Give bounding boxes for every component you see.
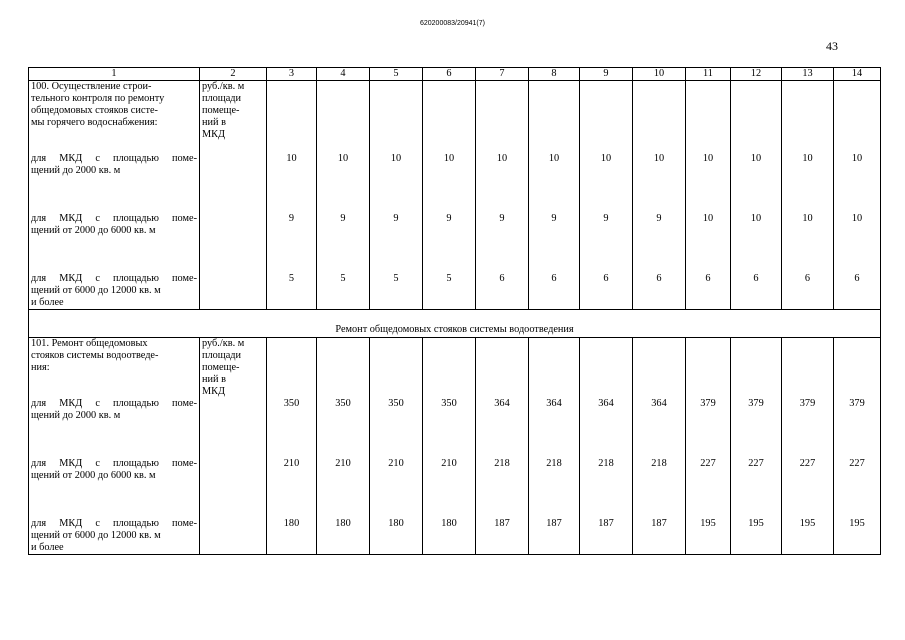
column-header-row (29, 68, 881, 81)
value: 10 (653, 153, 665, 164)
value: 5 (340, 273, 346, 284)
value: 5 (393, 273, 399, 284)
unit-line: МКД (202, 386, 226, 397)
value: 187 (598, 518, 614, 529)
column-header: 5 (370, 68, 423, 81)
value-cell (633, 338, 686, 555)
value-cell (782, 338, 834, 555)
value: 10 (802, 153, 813, 164)
column-header: 4 (317, 68, 370, 81)
value: 210 (283, 458, 300, 469)
value: 350 (283, 398, 300, 409)
page-number: 43 (826, 39, 838, 53)
unit-line: МКД (202, 129, 226, 140)
row-description (29, 81, 200, 310)
value: 210 (441, 458, 457, 469)
value-cell (686, 81, 731, 310)
item-title-line: ния: (31, 362, 50, 373)
column-header: 3 (267, 68, 317, 81)
value: 10 (851, 213, 863, 224)
column-header: 6 (423, 68, 476, 81)
value-cell (782, 81, 834, 310)
value: 350 (441, 398, 457, 409)
value-cell (580, 338, 633, 555)
value: 187 (546, 518, 562, 529)
value: 379 (748, 398, 764, 409)
value-cell (423, 81, 476, 310)
column-header: 10 (633, 68, 686, 81)
column-header: 9 (580, 68, 633, 81)
row-description (29, 338, 200, 555)
value-cell (834, 81, 881, 310)
column-header: 12 (731, 68, 782, 81)
value: 10 (390, 153, 402, 164)
value: 364 (494, 398, 510, 409)
value: 218 (546, 458, 562, 469)
unit-line: помеще- (202, 105, 240, 116)
sub-row-label: для МКД с площадью поме- (31, 213, 197, 224)
value: 210 (388, 458, 404, 469)
value: 10 (851, 153, 863, 164)
sub-row-label: для МКД с площадью поме- (31, 458, 197, 469)
value-cell (370, 81, 423, 310)
column-header: 14 (834, 68, 881, 81)
sub-row-label: для МКД с площадью поме- (31, 398, 197, 409)
value: 187 (651, 518, 667, 529)
value: 210 (335, 458, 351, 469)
value: 10 (702, 213, 714, 224)
item-title-line: общедомовых стояков систе- (31, 105, 158, 116)
sub-row-label: и более (31, 542, 64, 553)
value: 379 (849, 398, 865, 409)
section-title: Ремонт общедомовых стояков системы водоотведения (29, 310, 881, 338)
column-header: 1 (29, 68, 200, 81)
value: 350 (335, 398, 351, 409)
value: 10 (443, 153, 455, 164)
value: 187 (494, 518, 510, 529)
document-id: 620200083/20941(7) (419, 20, 485, 27)
value: 10 (496, 153, 508, 164)
sub-row-label: щений от 2000 до 6000 кв. м (31, 225, 156, 236)
value: 10 (600, 153, 612, 164)
value-cell (317, 338, 370, 555)
column-header: 7 (476, 68, 529, 81)
value-cell (834, 338, 881, 555)
value: 379 (799, 398, 816, 409)
value: 364 (598, 398, 614, 409)
value: 6 (753, 273, 759, 284)
value: 227 (748, 458, 764, 469)
value: 364 (546, 398, 562, 409)
value: 5 (288, 273, 295, 284)
value: 6 (854, 273, 860, 284)
value: 364 (651, 398, 667, 409)
value: 6 (499, 273, 505, 284)
value: 180 (335, 518, 351, 529)
value-cell (686, 338, 731, 555)
value: 195 (799, 518, 816, 529)
value-cell (267, 81, 317, 310)
column-header: 8 (529, 68, 580, 81)
value: 6 (551, 273, 557, 284)
value: 195 (849, 518, 865, 529)
item-title-line: тельного контроля по ремонту (31, 93, 165, 104)
sub-row-label: щений до 2000 кв. м (31, 165, 121, 176)
sub-row-label: щений от 6000 до 12000 кв. м (31, 285, 161, 296)
sub-row-label: щений от 2000 до 6000 кв. м (31, 470, 156, 481)
unit-line: руб./кв. м (202, 338, 245, 349)
value: 10 (702, 153, 714, 164)
column-header: 2 (200, 68, 267, 81)
value: 9 (288, 213, 295, 224)
value: 195 (700, 518, 716, 529)
unit-line: ний в (202, 117, 226, 128)
value-cell (267, 338, 317, 555)
value-cell (476, 338, 529, 555)
value-cell (580, 81, 633, 310)
value: 10 (750, 213, 762, 224)
value: 180 (441, 518, 457, 529)
item-title-line: 100. Осуществление строи- (31, 81, 152, 92)
value: 9 (656, 213, 662, 224)
value-cell (529, 338, 580, 555)
value: 5 (446, 273, 452, 284)
value: 350 (388, 398, 404, 409)
unit-line: ний в (202, 374, 226, 385)
value: 10 (337, 153, 349, 164)
unit-cell (200, 338, 267, 555)
value-cell (529, 81, 580, 310)
value: 195 (748, 518, 764, 529)
value: 180 (283, 518, 300, 529)
value: 6 (603, 273, 609, 284)
value: 9 (603, 213, 609, 224)
value: 10 (286, 153, 297, 164)
value: 227 (849, 458, 865, 469)
item-title-line: 101. Ремонт общедомовых (31, 338, 148, 349)
value: 6 (705, 273, 711, 284)
value: 9 (393, 213, 399, 224)
value: 9 (446, 213, 452, 224)
column-header: 11 (686, 68, 731, 81)
unit-line: площади (202, 350, 242, 361)
value: 9 (340, 213, 346, 224)
value: 180 (388, 518, 404, 529)
value: 10 (750, 153, 762, 164)
unit-cell (200, 81, 267, 310)
tariff-table (28, 67, 881, 555)
value-cell (317, 81, 370, 310)
value: 218 (598, 458, 614, 469)
column-header: 13 (782, 68, 834, 81)
value: 9 (551, 213, 557, 224)
value: 10 (548, 153, 560, 164)
value: 379 (700, 398, 716, 409)
sub-row-label: для МКД с площадью поме- (31, 518, 197, 529)
value: 9 (499, 213, 505, 224)
value-cell (731, 338, 782, 555)
value: 6 (804, 273, 811, 284)
unit-line: площади (202, 93, 242, 104)
sub-row-label: для МКД с площадью поме- (31, 153, 197, 164)
value-cell (476, 81, 529, 310)
value: 218 (651, 458, 667, 469)
unit-line: помеще- (202, 362, 240, 373)
value: 227 (700, 458, 716, 469)
value: 227 (799, 458, 816, 469)
value-cell (633, 81, 686, 310)
item-title-line: мы горячего водоснабжения: (31, 117, 158, 128)
sub-row-label: для МКД с площадью поме- (31, 273, 197, 284)
value: 10 (802, 213, 813, 224)
section-row (29, 310, 881, 338)
unit-line: руб./кв. м (202, 81, 245, 92)
sub-row-label: щений от 6000 до 12000 кв. м (31, 530, 161, 541)
sub-row-label: и более (31, 297, 64, 308)
item-title-line: стояков системы водоотведе- (31, 350, 159, 361)
table-row (29, 338, 881, 555)
table-row (29, 81, 881, 310)
value-cell (731, 81, 782, 310)
value-cell (423, 338, 476, 555)
sub-row-label: щений до 2000 кв. м (31, 410, 121, 421)
value: 6 (656, 273, 662, 284)
value: 218 (494, 458, 510, 469)
value-cell (370, 338, 423, 555)
